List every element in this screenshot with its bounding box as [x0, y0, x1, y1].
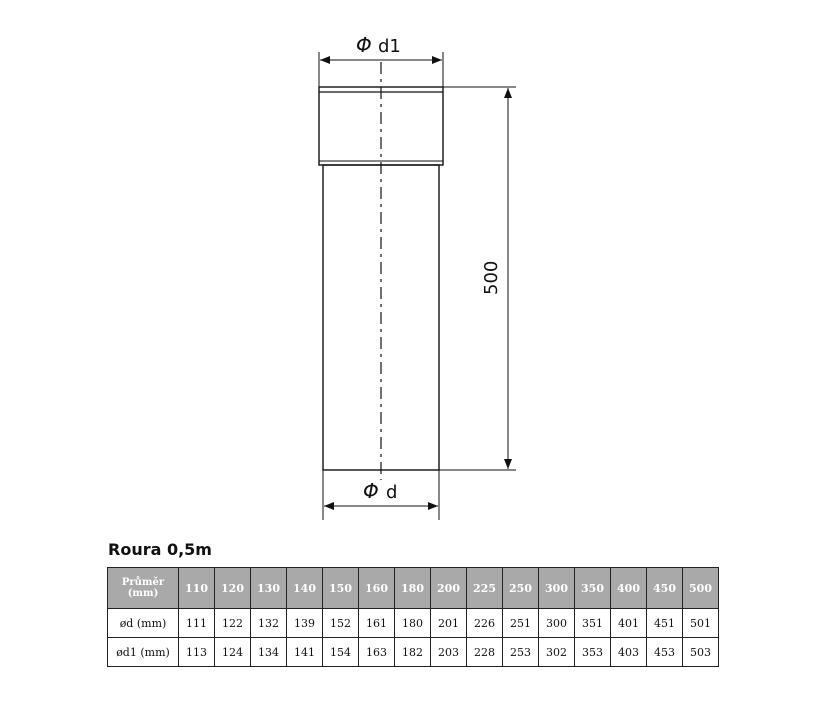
- table-cell: 503: [683, 638, 719, 667]
- section-title: Roura 0,5m: [108, 540, 212, 559]
- table-cell: 251: [503, 609, 539, 638]
- table-cell: 134: [251, 638, 287, 667]
- header-diameter: 300: [539, 568, 575, 609]
- header-diameter: 250: [503, 568, 539, 609]
- table-cell: 163: [359, 638, 395, 667]
- table-row: [108, 638, 719, 667]
- header-diameter: 110: [179, 568, 215, 609]
- table-cell: 501: [683, 609, 719, 638]
- table-cell: 154: [323, 638, 359, 667]
- header-diameter: 160: [359, 568, 395, 609]
- table-cell: 122: [215, 609, 251, 638]
- table-cell: 401: [611, 609, 647, 638]
- table-cell: 453: [647, 638, 683, 667]
- header-diameter: 350: [575, 568, 611, 609]
- table-cell: 226: [467, 609, 503, 638]
- d-phi-symbol: Φ: [363, 479, 379, 503]
- table-cell: 302: [539, 638, 575, 667]
- d-label: d: [386, 482, 398, 503]
- header-diameter: 180: [395, 568, 431, 609]
- table-cell: 161: [359, 609, 395, 638]
- table-cell: 253: [503, 638, 539, 667]
- row-label: ød (mm): [108, 609, 179, 638]
- table-cell: 228: [467, 638, 503, 667]
- table-cell: 351: [575, 609, 611, 638]
- d1-label: d1: [378, 36, 401, 57]
- length-label: 500: [481, 260, 502, 295]
- header-diameter: 400: [611, 568, 647, 609]
- table-cell: 111: [179, 609, 215, 638]
- table-cell: 141: [287, 638, 323, 667]
- table-cell: 182: [395, 638, 431, 667]
- header-diameter: 450: [647, 568, 683, 609]
- d1-phi-symbol: Φ: [356, 33, 372, 57]
- table-cell: 353: [575, 638, 611, 667]
- table-row: [108, 609, 719, 638]
- table-cell: 124: [215, 638, 251, 667]
- table-cell: 113: [179, 638, 215, 667]
- row-label: ød1 (mm): [108, 638, 179, 667]
- table-cell: 203: [431, 638, 467, 667]
- table-cell: 139: [287, 609, 323, 638]
- header-diameter: 120: [215, 568, 251, 609]
- table-header-row: [108, 568, 719, 609]
- header-diameter: 225: [467, 568, 503, 609]
- table-cell: 300: [539, 609, 575, 638]
- table-cell: 132: [251, 609, 287, 638]
- table-cell: 201: [431, 609, 467, 638]
- table-cell: 451: [647, 609, 683, 638]
- header-diameter: 500: [683, 568, 719, 609]
- header-diameter: 150: [323, 568, 359, 609]
- table-cell: 180: [395, 609, 431, 638]
- header-diameter: 200: [431, 568, 467, 609]
- header-diameter: 130: [251, 568, 287, 609]
- header-diameter: 140: [287, 568, 323, 609]
- table-cell: 403: [611, 638, 647, 667]
- dimensions-table: [107, 567, 719, 667]
- header-diameter-label: Průměr (mm): [108, 568, 179, 609]
- table-cell: 152: [323, 609, 359, 638]
